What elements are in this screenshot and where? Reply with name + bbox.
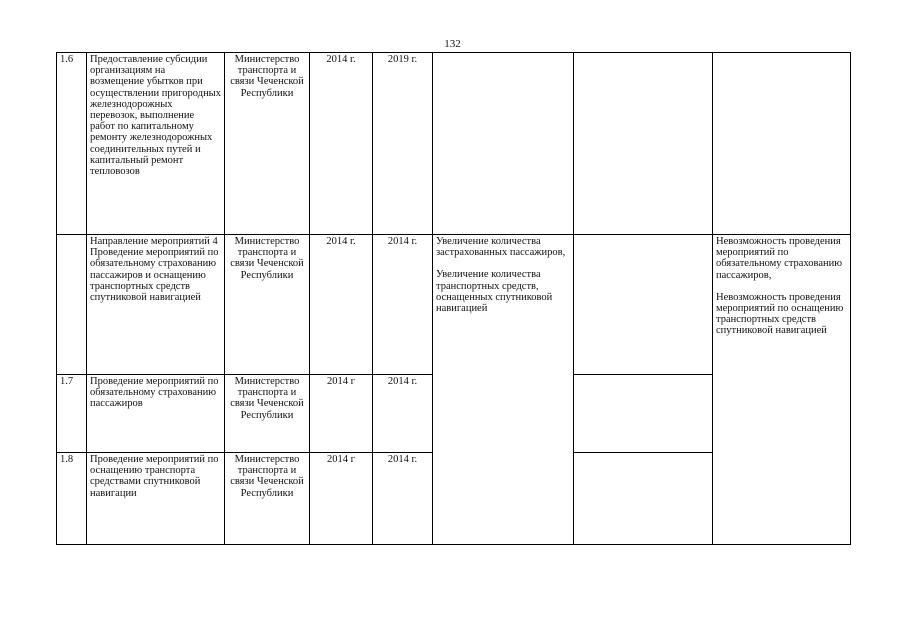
table-row bbox=[57, 235, 851, 375]
result-cell-empty bbox=[433, 53, 574, 235]
executor: Министерство транспорта и связи Чеченской Республики bbox=[225, 53, 310, 235]
executor: Министерство транспорта и связи Чеченской Республики bbox=[225, 453, 310, 545]
executor: Министерство транспорта и связи Чеченской Республики bbox=[225, 235, 310, 375]
empty-cell bbox=[574, 375, 713, 453]
empty-cell bbox=[574, 235, 713, 375]
consequence-cell-empty bbox=[713, 53, 851, 235]
end-year: 2014 г. bbox=[373, 375, 433, 453]
executor: Министерство транспорта и связи Чеченской Республики bbox=[225, 375, 310, 453]
program-activities-table bbox=[56, 52, 851, 545]
row-number bbox=[57, 235, 87, 375]
consequence-text: Невозможность проведения мероприятий по обязательному страхованию пассажиров, bbox=[716, 236, 843, 281]
row-number: 1.7 bbox=[57, 375, 87, 453]
consequence-text: Невозможность проведения мероприятий по оснащению транспортных средств спутниковой навигацией bbox=[716, 291, 844, 337]
row-number: 1.6 bbox=[57, 53, 87, 235]
row-number: 1.8 bbox=[57, 453, 87, 545]
consequences bbox=[713, 235, 851, 545]
end-year: 2014 г. bbox=[373, 235, 433, 375]
result-text: Увеличение количества застрахованных пассажиров, bbox=[436, 236, 566, 259]
page-number: 132 bbox=[444, 38, 461, 50]
start-year: 2014 г. bbox=[310, 53, 373, 235]
start-year: 2014 г bbox=[310, 375, 373, 453]
activity-name: Проведение мероприятий по оснащению транспорта средствами спутниковой навигации bbox=[87, 453, 225, 545]
start-year: 2014 г bbox=[310, 453, 373, 545]
empty-cell bbox=[574, 453, 713, 545]
activity-name: Проведение мероприятий по обязательному страхованию пассажиров bbox=[87, 375, 225, 453]
result-text: Увеличение количества транспортных средств, оснащенных спутниковой навигацией bbox=[436, 269, 553, 315]
start-year: 2014 г. bbox=[310, 235, 373, 375]
table-row bbox=[57, 53, 851, 235]
end-year: 2019 г. bbox=[373, 53, 433, 235]
activity-name: Предоставление субсидии организациям на возмещение убытков при осуществлении пригородных железнодорожных перевозок, выполнение работ по капитальному ремонту железнодорожных соединительных путей и капитальный ремонт тепловозов bbox=[87, 53, 225, 235]
end-year: 2014 г. bbox=[373, 453, 433, 545]
expected-results bbox=[433, 235, 574, 545]
activity-name: Направление мероприятий 4 Проведение мероприятий по обязательному страхованию пассажиров и оснащению транспортных средств спутниковой навигацией bbox=[87, 235, 225, 375]
empty-cell bbox=[574, 53, 713, 235]
